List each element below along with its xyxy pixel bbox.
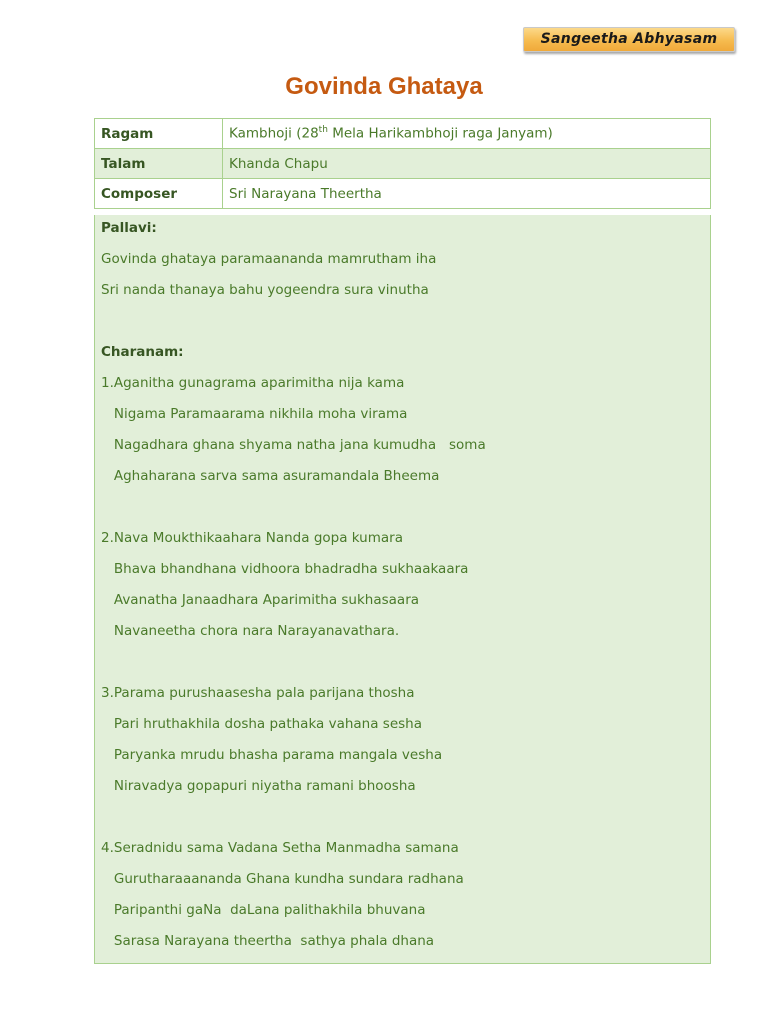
page-title: Govinda Ghataya [285, 73, 483, 100]
brand-badge: Sangeetha Abhyasam [523, 27, 735, 52]
spacer [101, 649, 704, 680]
ragam-value-sup: th [318, 125, 328, 136]
lyrics-box [94, 215, 711, 964]
charanam-line: Paryanka mrudu bhasha parama mangala vesha [101, 747, 443, 763]
spacer [101, 804, 704, 835]
pallavi-line: Govinda ghataya paramaananda mamrutham iha [101, 251, 437, 267]
composer-label: Composer [95, 179, 223, 209]
charanam-line: 2.Nava Moukthikaahara Nanda gopa kumara [101, 530, 403, 546]
charanam-line: Navaneetha chora nara Narayanavathara. [101, 623, 400, 639]
ragam-value-pre: Kambhoji (28 [229, 125, 319, 142]
charanam-line: Gurutharaаananda Ghana kundha sundara radhana [101, 871, 464, 887]
table-row-composer [95, 179, 711, 209]
charanam-line: 4.Seradnidu sama Vadana Setha Manmadha samana [101, 840, 459, 856]
ragam-value [223, 119, 711, 149]
charanam-heading: Charanam: [101, 344, 184, 360]
charanam-line: Nagadhara ghana shyama natha jana kumudha soma [101, 437, 486, 453]
charanam-line: Pari hruthakhila dosha pathaka vahana sesha [101, 716, 423, 732]
spacer [101, 494, 704, 525]
charanam-line: Aghaharana sarva sama asuramandala Bheema [101, 468, 440, 484]
charanam-line: Bhava bhandhana vidhoora bhadradha sukhaakaara [101, 561, 469, 577]
talam-label: Talam [95, 149, 223, 179]
pallavi-heading: Pallavi: [101, 220, 157, 236]
composer-value: Sri Narayana Theertha [223, 179, 711, 209]
spacer [101, 308, 704, 339]
ragam-value-post: Mela Harikambhoji raga Janyam) [327, 125, 553, 142]
pallavi-line: Sri nanda thanaya bahu yogeendra sura vinutha [101, 282, 429, 298]
charanam-line: Sarasa Narayana theertha sathya phala dhana [101, 933, 435, 949]
charanam-line: 1.Aganitha gunagrama aparimitha nija kama [101, 375, 405, 391]
charanam-line: Niravadya gopapuri niyatha ramani bhoosha [101, 778, 416, 794]
talam-value: Khanda Chapu [223, 149, 711, 179]
charanam-line: Paripanthi gaNa daLana palithakhila bhuvana [101, 902, 426, 918]
table-row-ragam [95, 119, 711, 149]
info-table [94, 118, 711, 209]
charanam-line: 3.Parama purushaasesha pala parijana thosha [101, 685, 415, 701]
charanam-line: Nigama Paramaarama nikhila moha virama [101, 406, 408, 422]
charanam-line: Avanatha Janaadhara Aparimitha sukhasaara [101, 592, 420, 608]
table-row-talam [95, 149, 711, 179]
ragam-label: Ragam [95, 119, 223, 149]
